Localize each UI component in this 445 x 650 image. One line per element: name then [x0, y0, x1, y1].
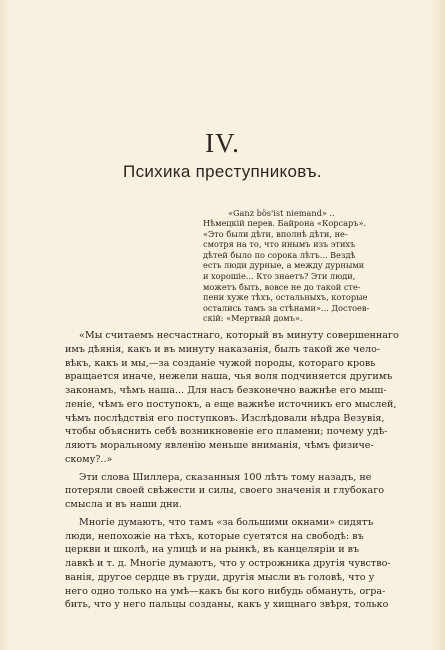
text-line: леніе, чѣмъ его поступокъ, а еще важнѣе источникъ его мыслей, — [65, 398, 397, 410]
text-line: потеряли своей свѣжести и силы, своего значенія и глубокаго — [65, 485, 385, 497]
text-line: чтобы объяснить себѣ возникновеніе его пламени; почему удѣ- — [65, 426, 388, 438]
text-line: скому?..» — [65, 453, 113, 465]
paragraph-schiller-comment — [65, 471, 385, 512]
epigraph-line: пени хуже тѣхъ, остальныхъ, которые — [203, 292, 368, 303]
text-line: чѣмъ послѣдствія его поступковъ. Изслѣдовали нѣдра Везувія, — [65, 412, 385, 424]
epigraph-line: остались тамъ за стѣнами»... Достоев- — [203, 302, 370, 313]
text-line: законамъ, чѣмъ наша... Для насъ безконечно важнѣе его мыш- — [65, 385, 387, 396]
chapter-title: Психика преступниковъ. — [123, 162, 322, 181]
epigraph-line: Нѣмецкій перев. Байрона «Корсаръ». — [203, 218, 367, 228]
paragraph-many-think — [65, 516, 391, 612]
epigraph-line: и хорошіе... Кто знаетъ? Эти люди, — [203, 270, 356, 281]
text-line: Многіе думаютъ, что тамъ «за большими окнами» сидятъ — [79, 516, 374, 528]
epigraph-line: есть люди дурные, а между дурными — [203, 260, 365, 271]
text-line: ляютъ моральному явленію меньше вниманія, чѣмъ физиче- — [65, 440, 374, 451]
text-line: имъ дѣянія, какъ и въ минуту наказанія, былъ такой же чело- — [65, 343, 381, 355]
body-text — [65, 329, 399, 612]
text-line: лавкѣ и т. д. Многіе думаютъ, что у острожника другія чувство- — [65, 558, 391, 569]
epigraph-line: можетъ быть, вовсе не до такой сте- — [203, 281, 361, 292]
text-line: ванія, другое сердце въ груди, другія мысли въ головѣ, что у — [65, 571, 375, 583]
text-line: вѣкъ, какъ и мы,—за созданіе чужой породы, котораго кровь — [65, 357, 376, 369]
epigraph-line: смотря на то, что инымъ изъ этихъ — [203, 239, 356, 250]
epigraph-line: скій: «Мертвый домъ». — [203, 313, 303, 324]
epigraph-quote: «Ganz bös'ist niemand» .. — [228, 208, 335, 218]
paragraph-schiller-quote — [65, 329, 399, 467]
epigraph-line: «Это были дѣти, вполнѣ дѣти, не- — [203, 228, 348, 239]
text-line: «Мы считаемъ несчастнаго, который въ минуту совершеннаго — [79, 330, 399, 341]
epigraph-line: дѣтей было по сорока лѣтъ... Вездѣ — [203, 249, 356, 260]
text-line: него одно только на умѣ—какъ бы кого нибудь обмануть, огра- — [65, 585, 386, 597]
text-line: бить, что у него пальцы созданы, какъ у хищнаго звѣря, только — [65, 599, 389, 611]
chapter-number: IV. — [205, 128, 240, 158]
text-line: люди, непохожіе на тѣхъ, которые суетятся на свободѣ: въ — [65, 530, 364, 542]
text-line: смысла и въ наши дни. — [65, 499, 182, 510]
epigraph — [203, 218, 381, 324]
text-line: Эти слова Шиллера, сказанныя 100 лѣтъ тому назадъ, не — [79, 471, 372, 483]
text-line: церкви и школѣ, на улицѣ и на рынкѣ, въ канцеляріи и въ — [65, 544, 360, 556]
text-line: вращается иначе, нежели наша, чья воля подчиняется другимъ — [65, 371, 393, 383]
